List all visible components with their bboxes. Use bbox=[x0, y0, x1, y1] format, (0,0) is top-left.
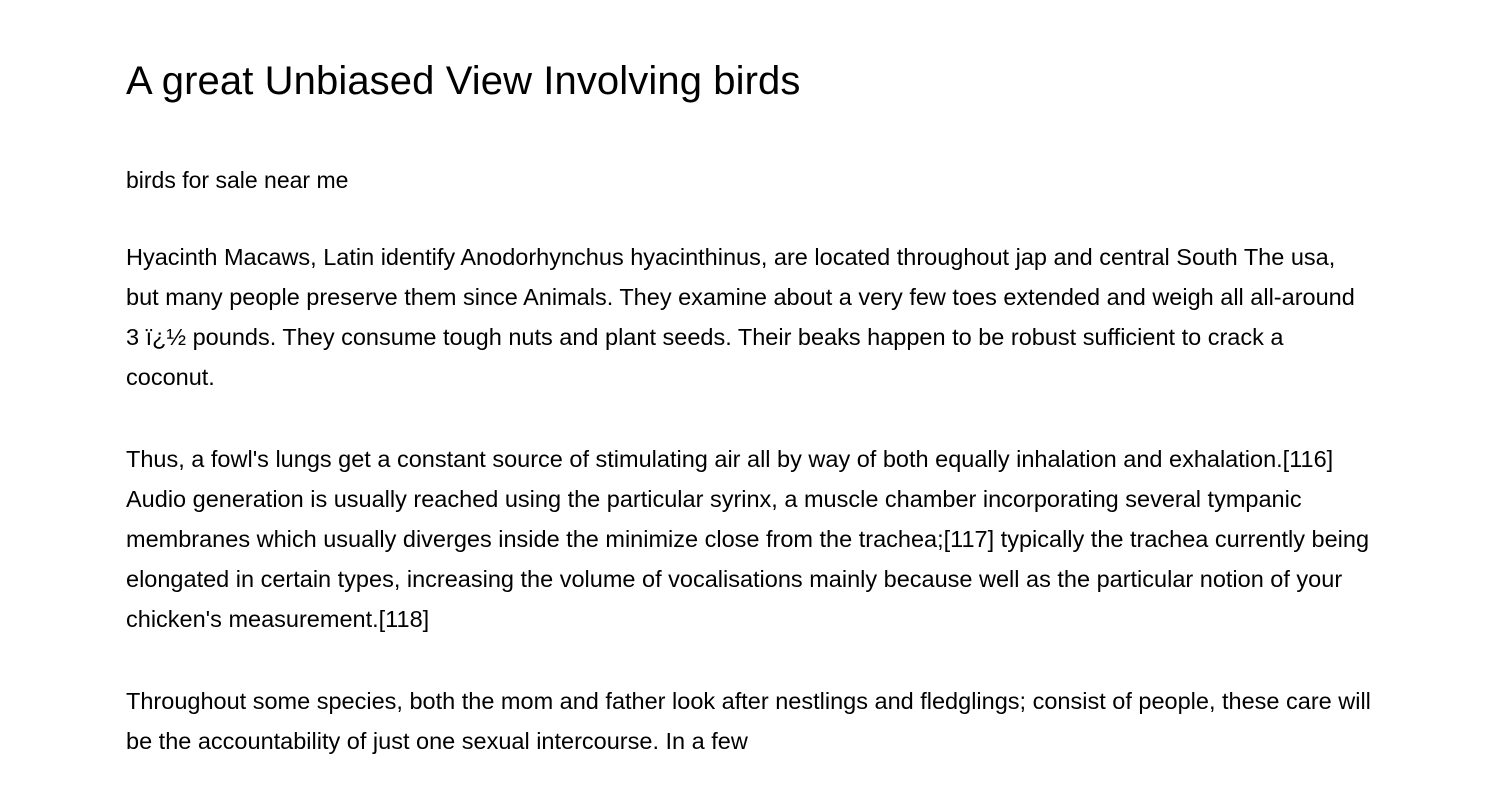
paragraph: Throughout some species, both the mom and father look after nestlings and fledglings; consist of people, these care will be the accountability of just one sexual intercourse. In a few bbox=[126, 687, 1371, 754]
paragraph: Hyacinth Macaws, Latin identify Anodorhynchus hyacinthinus, are located throughout jap and central South The usa, but many people preserve them since Animals. They examine about a very few toes extended and weigh all all-around 3 ï¿½ pounds. They consume tough nuts and plant seeds. Their beaks happen to be robust sufficient to crack a coconut. bbox=[126, 243, 1355, 390]
page-title: A great Unbiased View Involving birds bbox=[126, 59, 801, 103]
document-subtitle: birds for sale near me bbox=[126, 167, 349, 194]
paragraph: Thus, a fowl's lungs get a constant source of stimulating air all by way of both equally inhalation and exhalation.[116] Audio generation is usually reached using the particular syrinx, a muscle chamber incorporating several tympanic membranes which usually diverges inside the minimize close from the trachea;[117] typically the trachea currently being elongated in certain types, increasing the volume of vocalisations mainly because well as the particular notion of your chicken's measurement.[118] bbox=[126, 445, 1370, 632]
